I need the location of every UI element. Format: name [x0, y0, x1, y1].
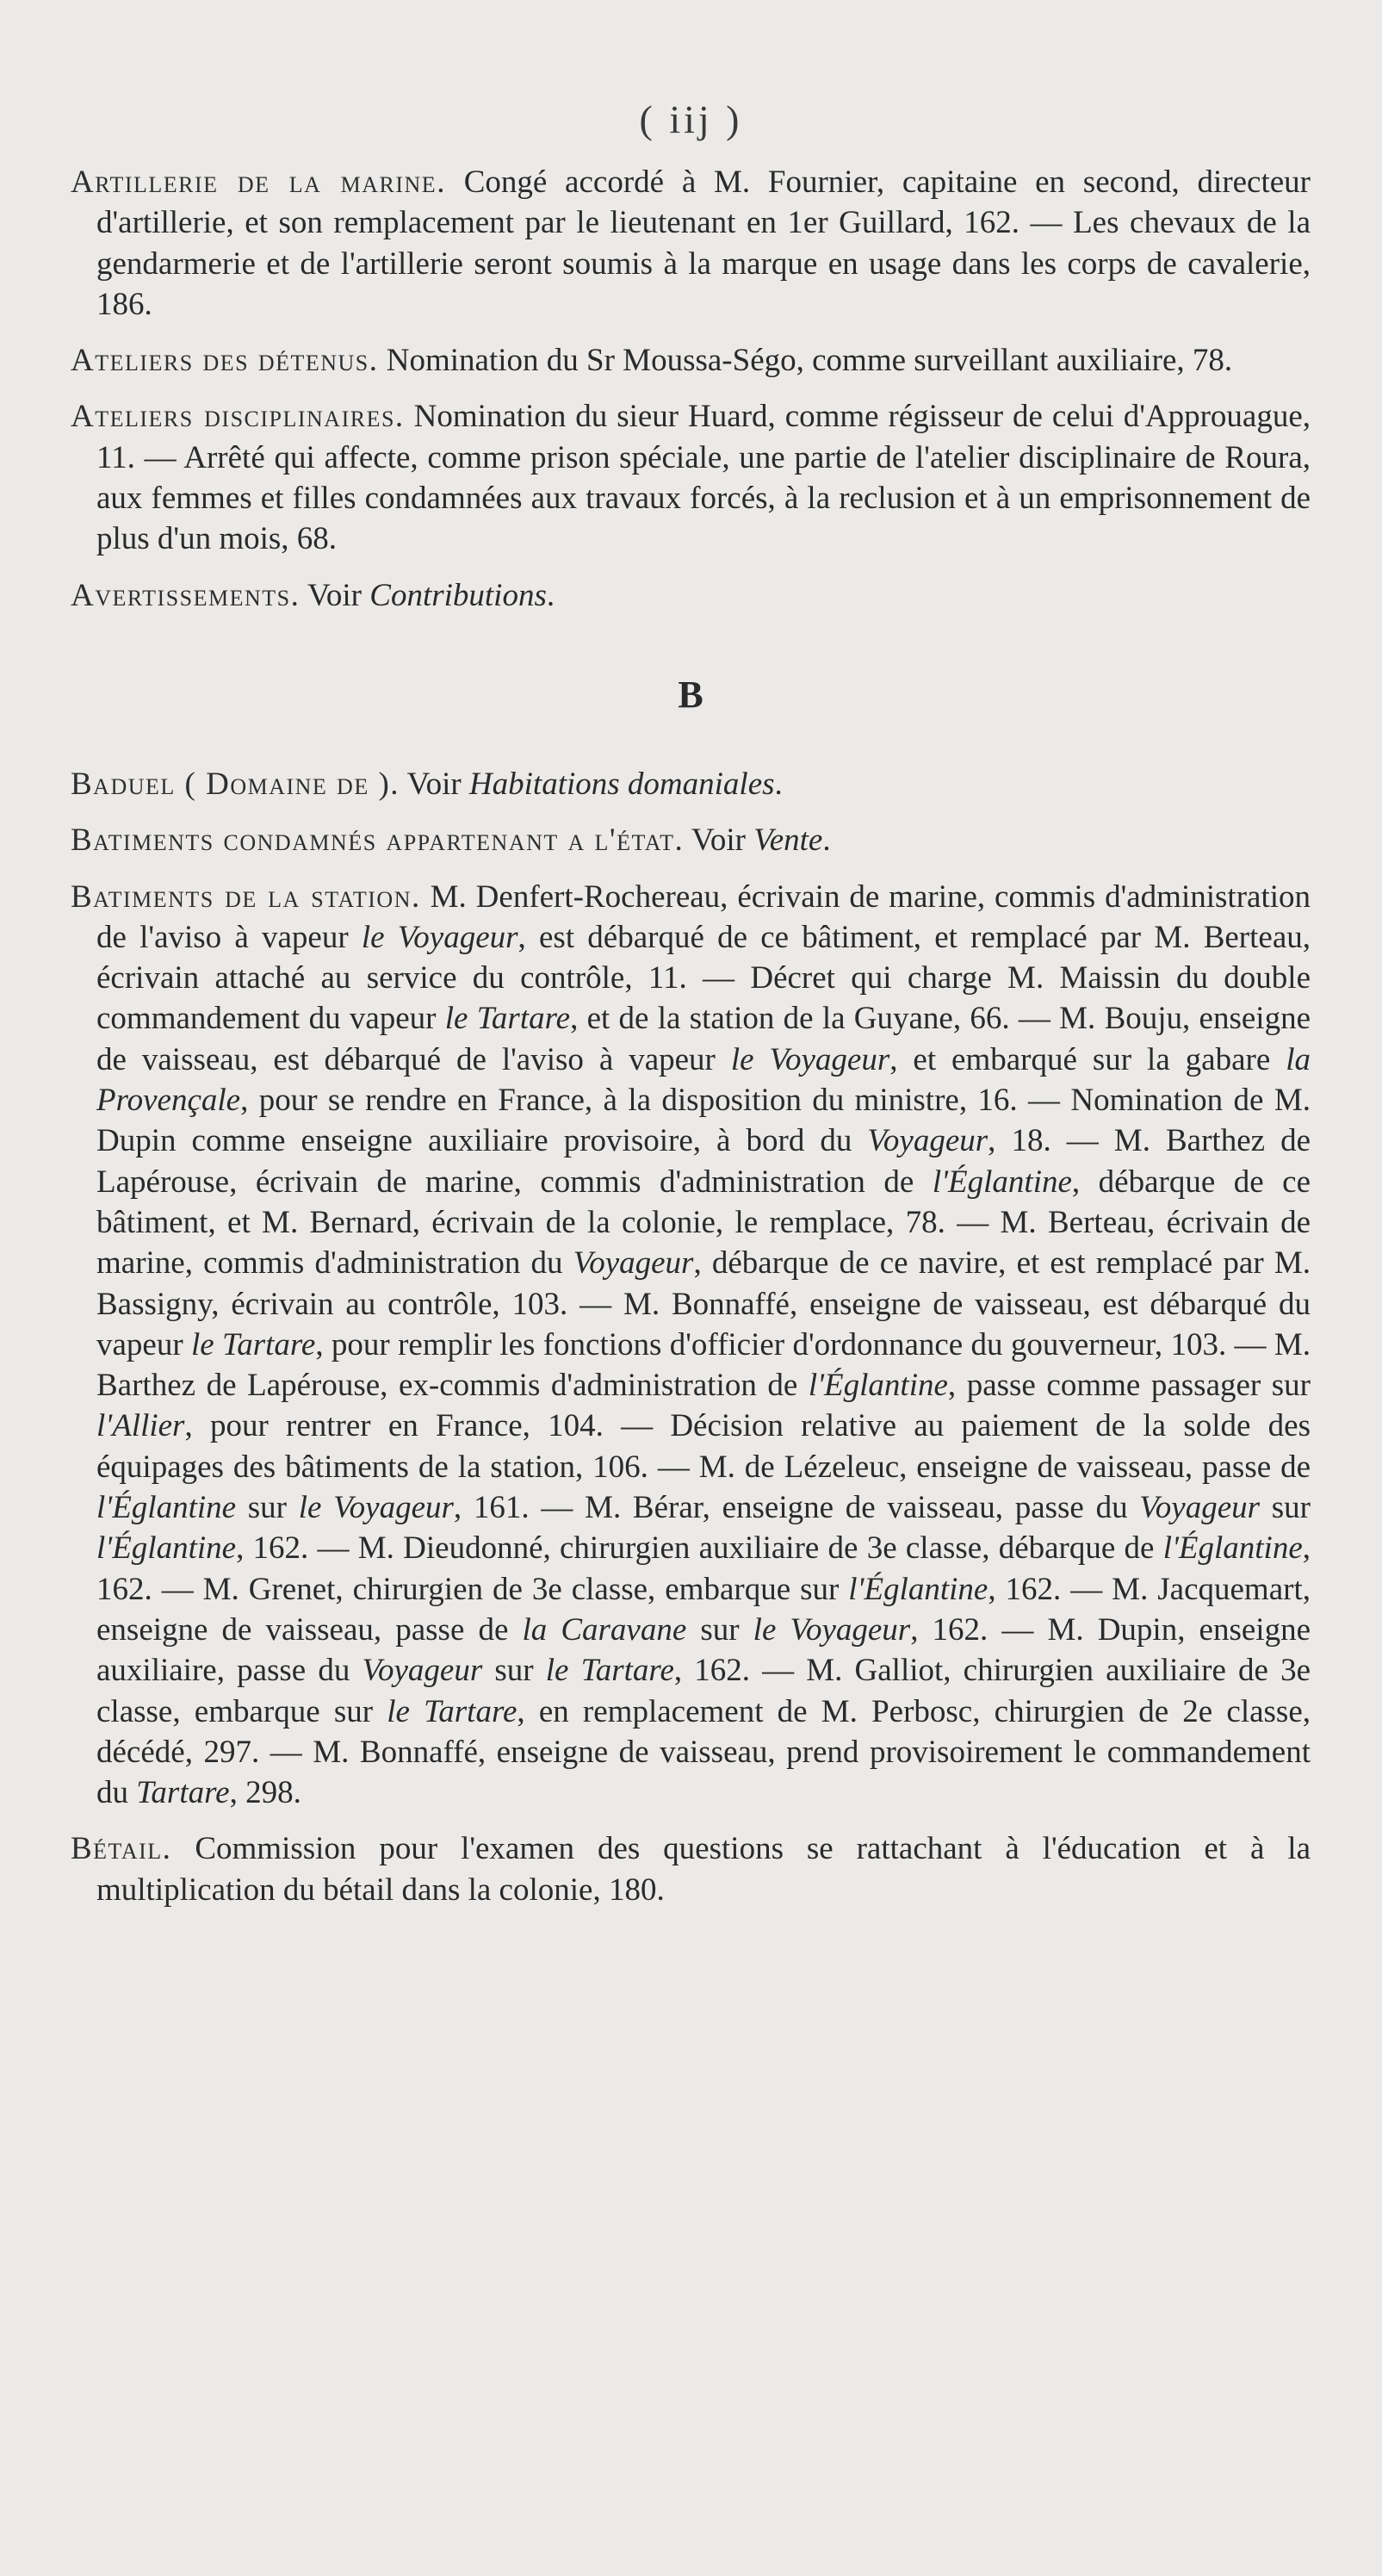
entry-text: M. Denfert-Rochereau, écrivain de marine, commis d'administration de l'aviso à vapeur: [96, 878, 1311, 955]
ship-name: l'Églantine: [808, 1368, 948, 1404]
entry-heading: Ateliers des détenus.: [71, 343, 379, 379]
ship-name: Voyageur: [362, 1653, 483, 1689]
ship-name: l'Églantine: [848, 1571, 988, 1607]
entry-text: , en remplacement de M. Perbosc, chirurgien de 2e classe, décédé, 297. — M. Bonnaffé, enseigne de vaisseau, prend provisoirement le commandement du: [96, 1693, 1311, 1811]
ship-name: le Voyageur: [361, 919, 518, 955]
entry-text: , débarque de ce bâtiment, et M. Bernard, écrivain de la colonie, le remplace, 78. — M. Berteau, écrivain de marine, commis d'administration du: [96, 1164, 1311, 1282]
ship-name: Voyageur: [1139, 1490, 1261, 1526]
entry-text: , pour se rendre en France, à la disposition du ministre, 16. — Nomination de M. Dupin comme enseigne auxiliaire provisoire, à bord du: [96, 1083, 1311, 1159]
entry-text: , passe comme passager sur: [947, 1368, 1311, 1404]
ship-name: l'Allier: [96, 1408, 185, 1444]
ship-name: l'Églantine: [96, 1490, 237, 1526]
cross-reference: Contributions: [369, 577, 547, 613]
ship-name: Voyageur: [573, 1245, 694, 1282]
index-entry-batiments-station: [71, 877, 1311, 1814]
ship-name: l'Églantine: [932, 1164, 1072, 1200]
entry-text-tail: .: [774, 766, 783, 802]
entry-heading: Avertissements.: [71, 577, 301, 613]
entry-heading: Batiments condamnés appartenant a l'état.: [71, 822, 685, 859]
cross-reference: Vente: [753, 822, 823, 859]
index-entry-batiments-condamnes: [71, 820, 1311, 860]
entry-heading: Artillerie de la marine.: [71, 164, 446, 200]
entry-text: Voir: [400, 766, 469, 802]
ship-name: Tartare: [136, 1775, 230, 1811]
entry-text: , 162. — M. Grenet, chirurgien de 3e classe, embarque sur: [96, 1530, 1311, 1607]
index-entry-artillerie: [71, 162, 1311, 325]
page-folio: ( iij ): [639, 97, 743, 141]
entry-text: Voir: [300, 577, 370, 613]
ship-name: la Provençale: [96, 1041, 1311, 1119]
entry-text: sur: [1260, 1490, 1311, 1526]
index-entry-ateliers-detenus: [71, 340, 1311, 381]
entry-text: Commission pour l'examen des questions se rattachant à l'éducation et à la multiplication du bétail dans la colonie, 180.: [96, 1831, 1311, 1908]
entry-text: , est débarqué de ce bâtiment, et remplacé par M. Berteau, écrivain attaché au service du contrôle, 11. — Décret qui charge M. Maissin du double commandement du vapeur: [96, 919, 1311, 1037]
entry-text: Nomination du sieur Huard, comme régisseur de celui d'Approuague, 11. — Arrêté qui affecte, comme prison spéciale, une partie de l'atelier disciplinaire de Roura, aux femmes et filles condamnées aux travaux forcés, à la reclusion et à un emprisonnement de plus d'un mois, 68.: [96, 399, 1311, 557]
cross-reference: Habitations domaniales: [468, 766, 775, 802]
ship-name: le Tartare: [387, 1693, 517, 1729]
entry-text: , 162. — M. Jacquemart, enseigne de vaisseau, passe de: [96, 1571, 1311, 1648]
ship-name: l'Églantine: [96, 1530, 237, 1567]
entry-text: , et embarqué sur la gabare: [889, 1041, 1286, 1077]
entry-text: , 161. — M. Bérar, enseigne de vaisseau, passe du: [453, 1490, 1140, 1526]
entry-text: , 298.: [229, 1775, 301, 1811]
entry-text: sur: [236, 1490, 299, 1526]
entry-text: , 162. — M. Dupin, enseigne auxiliaire, passe du: [96, 1611, 1311, 1689]
index-column: [71, 162, 1311, 1910]
entry-text: sur: [482, 1653, 546, 1689]
entry-text: , pour remplir les fonctions d'officier d'ordonnance du gouverneur, 103. — M. Barthez de Lapérouse, ex-commis d'administration de: [96, 1326, 1311, 1404]
entry-text: , 18. — M. Barthez de Lapérouse, écrivain de marine, commis d'administration de: [96, 1123, 1311, 1200]
entry-text: , et de la station de la Guyane, 66. — M. Bouju, enseigne de vaisseau, est débarqué de l'aviso à vapeur: [96, 1001, 1311, 1077]
entry-heading: Ateliers disciplinaires.: [71, 399, 405, 435]
ship-name: le Tartare: [545, 1653, 674, 1689]
entry-heading: Bétail.: [71, 1831, 172, 1867]
entry-text: , débarque de ce navire, et est remplacé par M. Bassigny, écrivain au contrôle, 103. — M. Bonnaffé, enseigne de vaisseau, est débarqué du vapeur: [96, 1245, 1311, 1362]
ship-name: Voyageur: [867, 1123, 988, 1159]
ship-name: l'Églantine: [1162, 1530, 1303, 1567]
entry-text-tail: .: [822, 822, 831, 859]
ship-name: le Voyageur: [730, 1041, 890, 1077]
index-entry-baduel: [71, 764, 1311, 804]
entry-text: , pour rentrer en France, 104. — Décision relative au paiement de la solde des équipages des bâtiments de la station, 106. — M. de Lézeleuc, enseigne de vaisseau, passe de: [96, 1408, 1311, 1485]
entry-text: Voir: [684, 822, 754, 859]
section-letter: B: [678, 673, 703, 716]
ship-name: le Tartare: [444, 1001, 571, 1037]
entry-text: Congé accordé à M. Fournier, capitaine en second, directeur d'artillerie, et son remplacement par le lieutenant en 1er Guillard, 162. — Les chevaux de la gendarmerie et de l'artillerie seront soumis à la marque en usage dans les corps de cavalerie, 186.: [96, 164, 1311, 322]
index-entry-betail: [71, 1828, 1311, 1910]
ship-name: la Caravane: [522, 1611, 687, 1648]
entry-text: , 162. — M. Galliot, chirurgien auxiliaire de 3e classe, embarque sur: [96, 1653, 1311, 1729]
index-entry-avertissements: [71, 575, 1311, 616]
entry-text: , 162. — M. Dieudonné, chirurgien auxiliaire de 3e classe, débarque de: [236, 1530, 1163, 1567]
ship-name: le Voyageur: [753, 1611, 911, 1648]
entry-text: Nomination du Sr Moussa-Ségo, comme surveillant auxiliaire, 78.: [378, 343, 1233, 379]
entry-heading: Baduel ( Domaine de ).: [71, 766, 400, 802]
entry-heading: Batiments de la station.: [71, 878, 421, 915]
ship-name: le Voyageur: [298, 1490, 454, 1526]
ship-name: le Tartare: [191, 1326, 316, 1362]
index-entry-ateliers-disciplinaires: [71, 396, 1311, 559]
entry-text: sur: [686, 1611, 753, 1648]
entry-text-tail: .: [546, 577, 555, 613]
